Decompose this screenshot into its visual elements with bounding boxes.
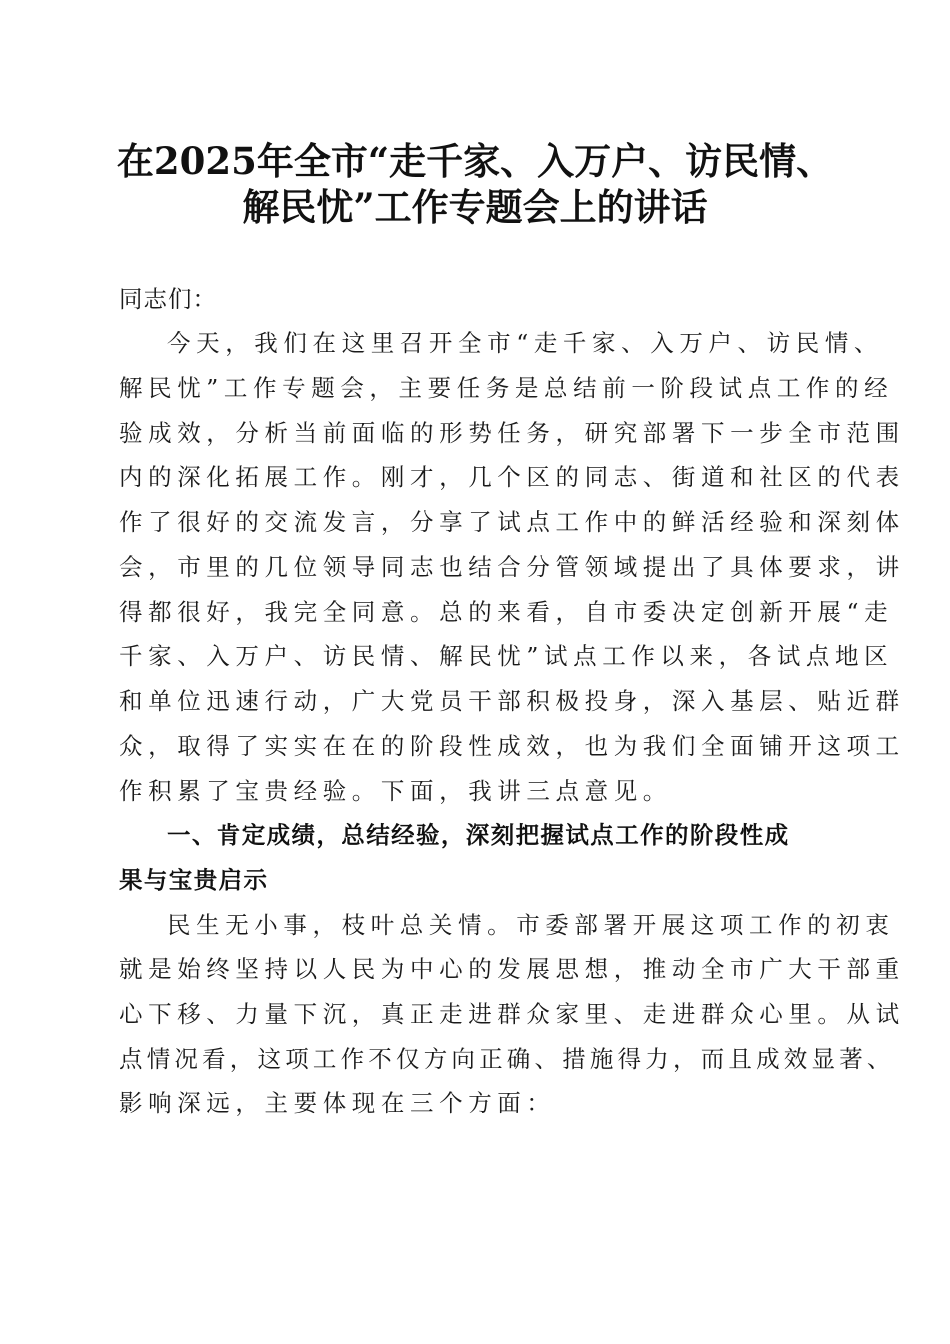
paragraph-2-line: 民生无小事，枝叶总关情。市委部署开展这项工作的初衷	[167, 911, 895, 939]
paragraph-1-line: 解民忧”工作专题会，主要任务是总结前一阶段试点工作的经	[119, 374, 894, 402]
document-title-line-2: 解民忧”工作专题会上的讲话	[242, 185, 708, 229]
paragraph-2-line: 心下移、力量下沉，真正走进群众家里、走进群众心里。从试	[119, 1000, 905, 1028]
paragraph-1-line: 和单位迅速行动，广大党员干部积极投身，深入基层、贴近群	[119, 687, 905, 715]
paragraph-2-line: 就是始终坚持以人民为中心的发展思想，推动全市广大干部重	[119, 955, 905, 983]
paragraph-1-line: 千家、入万户、访民情、解民忧”试点工作以来，各试点地区	[119, 642, 894, 670]
paragraph-1-line: 今天，我们在这里召开全市“走千家、入万户、访民情、	[167, 329, 884, 357]
section-heading-line: 果与宝贵启示	[119, 866, 269, 894]
paragraph-1-line: 作了很好的交流发言，分享了试点工作中的鲜活经验和深刻体	[119, 508, 905, 536]
paragraph-2-line: 影响深远，主要体现在三个方面：	[119, 1089, 556, 1117]
section-heading-line: 一、肯定成绩，总结经验，深刻把握试点工作的阶段性成	[167, 821, 790, 849]
paragraph-1-line: 众，取得了实实在在的阶段性成效，也为我们全面铺开这项工	[119, 732, 905, 760]
paragraph-2-line: 点情况看，这项工作不仅方向正确、措施得力，而且成效显著、	[119, 1045, 895, 1073]
paragraph-1-line: 会，市里的几位领导同志也结合分管领域提出了具体要求，讲	[119, 553, 905, 581]
paragraph-1-line: 得都很好，我完全同意。总的来看，自市委决定创新开展“走	[119, 598, 894, 626]
salutation: 同志们：	[119, 285, 217, 313]
document-title-line-1: 在2025年全市“走千家、入万户、访民情、	[116, 139, 834, 183]
paragraph-1-line: 内的深化拓展工作。刚才，几个区的同志、街道和社区的代表	[119, 463, 905, 491]
paragraph-1-line: 作积累了宝贵经验。下面，我讲三点意见。	[119, 777, 672, 805]
paragraph-1-line: 验成效，分析当前面临的形势任务，研究部署下一步全市范围	[119, 419, 905, 447]
